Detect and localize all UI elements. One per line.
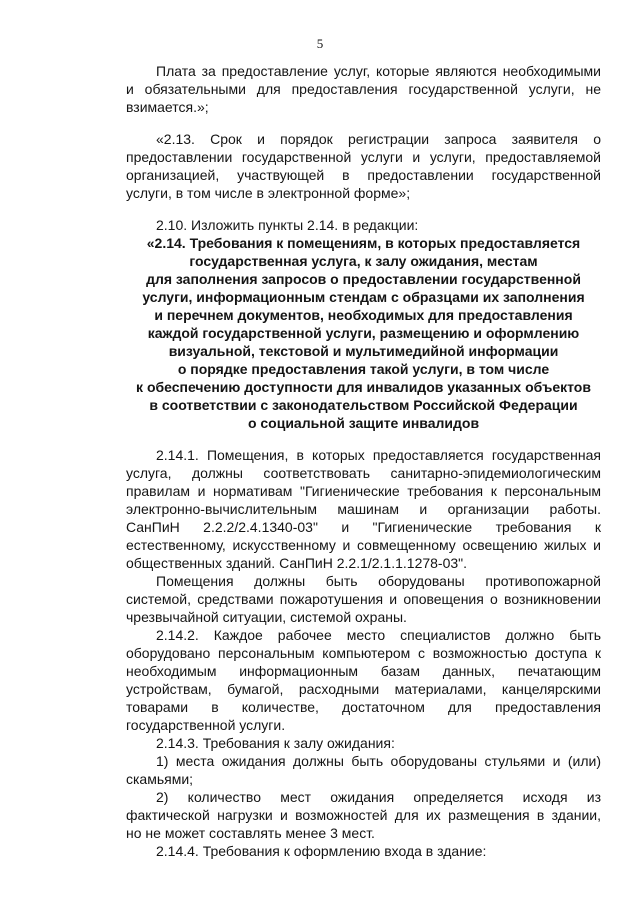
text-line: фактической нагрузки и возможностей для их размещения в здании, (126, 807, 601, 823)
text-line: правилам и нормативам "Гигиенические требования к персональным (126, 483, 601, 499)
text-line: устройствам, бумагой, расходными материалами, канцелярскими (126, 681, 601, 697)
text-line: 2.14.1. Помещения, в которых предоставляется государственная (156, 447, 601, 463)
text-line: «2.14. Требования к помещениям, в которых предоставляется (146, 235, 581, 251)
text-line: 2.14.2. Каждое рабочее место специалистов должно быть (156, 627, 601, 643)
text-line: системой, средствами пожаротушения и оповещения о возникновении (126, 591, 601, 607)
text-line: взимается.»; (126, 99, 209, 115)
page-number: 5 (316, 36, 324, 51)
text-line: Плата за предоставление услуг, которые являются необходимыми (156, 63, 601, 79)
text-line: каждой государственной услуги, размещению и оформлению (147, 325, 580, 341)
text-line: предоставлении государственной услуги и услуги, предоставляемой (126, 149, 601, 165)
text-line: естественному, искусственному и совмещенному освещению жилых и (126, 537, 601, 553)
text-line: «2.13. Срок и порядок регистрации запроса заявителя о (156, 131, 601, 147)
text-line: услуги, в том числе в электронной форме»; (126, 185, 411, 201)
text-line: 2) количество мест ожидания определяется исходя из (156, 789, 601, 805)
text-line: СанПиН 2.2.2/2.4.1340-03" и "Гигиенические требования к (126, 519, 601, 535)
text-line: организацией, участвующей в предоставлении государственной (126, 167, 601, 183)
text-line: к обеспечению доступности для инвалидов указанных объектов (136, 379, 591, 395)
text-line: для заполнения запросов о предоставлении государственной (146, 271, 581, 287)
text-line: скамьями; (126, 771, 194, 787)
text-line: электронно-вычислительным машинам и организации работы. (126, 501, 601, 517)
text-line: 2.14.3. Требования к залу ожидания: (156, 735, 395, 751)
text-line: чрезвычайной ситуации, системой охраны. (126, 609, 407, 625)
text-line: 2.10. Изложить пункты 2.14. в редакции: (156, 217, 419, 233)
text-line: услуги, информационным стендам с образцами их заполнения (142, 289, 585, 305)
text-line: услуга, должны соответствовать санитарно-эпидемиологическим (126, 465, 601, 481)
text-line: 2.14.4. Требования к оформлению входа в здание: (156, 843, 487, 859)
text-line: оборудовано персональным компьютером с возможностью доступа к (126, 645, 601, 661)
text-line: в соответствии с законодательством Российской Федерации (149, 397, 578, 413)
text-line: необходимым информационным базам данных, печатающим (126, 663, 601, 679)
text-line: 1) места ожидания должны быть оборудованы стульями и (или) (156, 753, 601, 769)
text-line: Помещения должны быть оборудованы противопожарной (156, 573, 601, 589)
text-line: визуальной, текстовой и мультимедийной информации (168, 343, 559, 359)
text-line: и перечнем документов, необходимых для предоставления (154, 307, 573, 323)
text-line: о порядке предоставления такой услуги, в том числе (177, 361, 550, 377)
text-line: государственной услуги. (126, 717, 286, 733)
text-line: и обязательными для предоставления государственной услуги, не (126, 81, 601, 97)
text-line: государственная услуга, к залу ожидания, местам (189, 253, 538, 269)
text-line: общественных зданий. СанПиН 2.2.1/2.1.1.1278-03". (126, 555, 468, 571)
text-line: но не может составлять менее 3 мест. (126, 825, 375, 841)
text-line: товарами в количестве, достаточном для предоставления (126, 699, 601, 715)
text-line: о социальной защите инвалидов (247, 415, 480, 431)
